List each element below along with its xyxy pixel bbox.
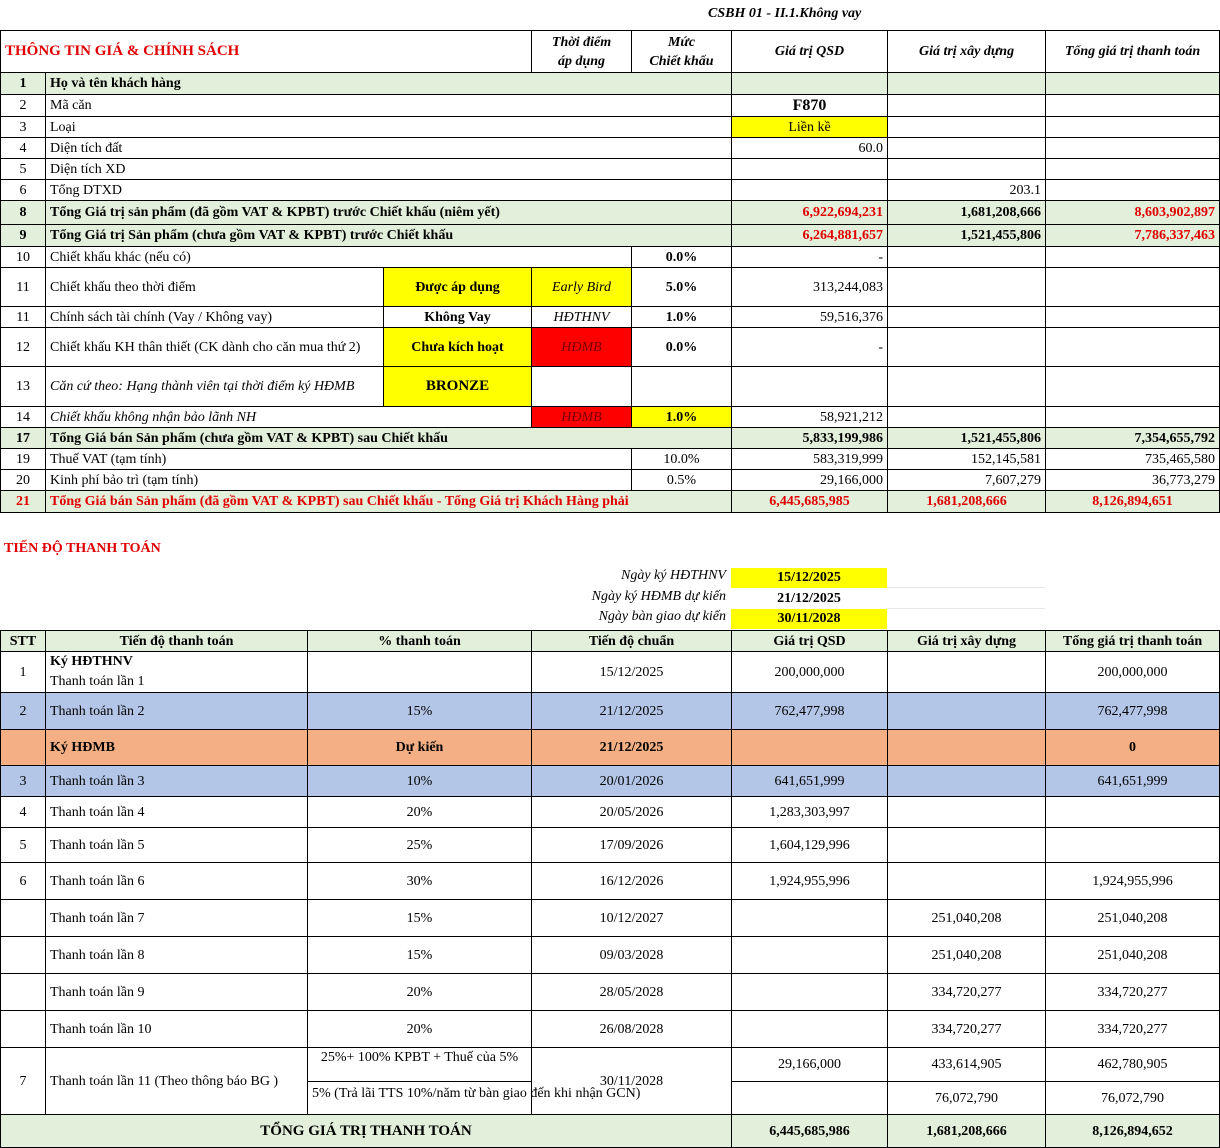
policy-row: 2 Mã căn F870 [1, 95, 1220, 117]
header-xd: Giá trị xây dựng [888, 31, 1046, 73]
table-row: Thanh toán lần 8 15% 09/03/2028 251,040,208 251,040,208 [1, 937, 1220, 974]
table-row: 7 Thanh toán lần 11 (Theo thông báo BG ) 25%+ 100% KPBT + Thuế của 5% 30/11/2028 29,166,000 433,614,905 462,780,905 [1, 1048, 1220, 1082]
header-qsd: Giá trị QSD [732, 31, 888, 73]
grid-line [887, 608, 1045, 609]
policy-table [0, 30, 1220, 513]
status-badge: Chưa kích hoạt [384, 328, 532, 367]
sheet-caption: CSBH 01 - II.1.Không vay [708, 6, 862, 21]
policy-row: 6 Tổng DTXD 203.1 [1, 180, 1220, 201]
policy-row: 11 Chiết khấu theo thời điểm Được áp dụng Early Bird 5.0% 313,244,083 [1, 268, 1220, 307]
policy-row: 21 Tổng Giá bán Sản phẩm (đã gồm VAT & KPBT) sau Chiết khấu - Tổng Giá trị Khách Hàng phải 6,445,685,985 1,681,208,666 8,126,894,651 [1, 491, 1220, 513]
policy-row: 8 Tổng Giá trị sản phẩm (đã gồm VAT & KPBT) trước Chiết khấu (niêm yết) 6,922,694,231 1,681,208,666 8,603,902,897 [1, 201, 1220, 225]
date-label: Ngày bàn giao dự kiến [598, 609, 726, 624]
policy-row: 12 Chiết khấu KH thân thiết (CK dành cho căn mua thứ 2) Chưa kích hoạt HĐMB 0.0% - [1, 328, 1220, 367]
policy-row: 9 Tổng Giá trị Sản phẩm (chưa gồm VAT & KPBT) trước Chiết khấu 6,264,881,657 1,521,455,806 7,786,337,463 [1, 225, 1220, 247]
table-row: 5% (Trả lãi TTS 10%/năm từ bàn giao đến khi nhận GCN) 76,072,790 76,072,790 [1, 1082, 1220, 1115]
date-value: 15/12/2025 [731, 568, 887, 588]
policy-row: 19 Thuế VAT (tạm tính) 10.0% 583,319,999 152,145,581 735,465,580 [1, 449, 1220, 470]
policy-row: 17 Tổng Giá bán Sản phẩm (chưa gồm VAT & KPBT) sau Chiết khấu 5,833,199,986 1,521,455,806 7,354,655,792 [1, 428, 1220, 449]
table-row: 2 Thanh toán lần 2 15% 21/12/2025 762,477,998 762,477,998 [1, 693, 1220, 730]
table-row: Ký HĐMB Dự kiến 21/12/2025 0 [1, 730, 1220, 766]
date-value: 30/11/2028 [731, 609, 887, 629]
status-badge: Được áp dụng [384, 268, 532, 307]
schedule-header-row: STT Tiến độ thanh toán % thanh toán Tiến độ chuẩn Giá trị QSD Giá trị xây dựng Tổng giá trị thanh toán [1, 631, 1220, 652]
table-row: 4 Thanh toán lần 4 20% 20/05/2026 1,283,303,997 [1, 797, 1220, 828]
unit-type: Liền kề [732, 117, 888, 138]
date-value: 21/12/2025 [777, 591, 841, 606]
policy-title: THÔNG TIN GIÁ & CHÍNH SÁCH [1, 31, 532, 73]
policy-row: 20 Kinh phí bảo trì (tạm tính) 0.5% 29,166,000 7,607,279 36,773,279 [1, 470, 1220, 491]
header-time: Thời điểm áp dụng [532, 31, 632, 73]
table-row: 5 Thanh toán lần 5 25% 17/09/2026 1,604,129,996 [1, 828, 1220, 863]
date-label: Ngày ký HĐTHNV [621, 568, 726, 583]
policy-row: 4 Diện tích đất 60.0 [1, 138, 1220, 159]
policy-row: 1 Họ và tên khách hàng [1, 73, 1220, 95]
unit-code: F870 [732, 95, 888, 117]
grand-total-row: TỔNG GIÁ TRỊ THANH TOÁN 6,445,685,986 1,681,208,666 8,126,894,652 [1, 1115, 1220, 1148]
schedule-table [0, 630, 1220, 1148]
table-row: Thanh toán lần 9 20% 28/05/2028 334,720,277 334,720,277 [1, 974, 1220, 1011]
policy-row: 11 Chính sách tài chính (Vay / Không vay) Không Vay HĐTHNV 1.0% 59,516,376 [1, 307, 1220, 328]
policy-header-row [1, 31, 1220, 73]
grid-line [887, 587, 1045, 588]
policy-row: 10 Chiết khấu khác (nếu có) 0.0% - [1, 247, 1220, 268]
table-row: 1 Ký HĐTHNV Thanh toán lần 1 15/12/2025 200,000,000 200,000,000 [1, 652, 1220, 693]
policy-row: 5 Diện tích XD [1, 159, 1220, 180]
table-row: Thanh toán lần 10 20% 26/08/2028 334,720,277 334,720,277 [1, 1011, 1220, 1048]
header-total: Tổng giá trị thanh toán [1046, 31, 1220, 73]
policy-row: 14 Chiết khấu không nhận bảo lãnh NH HĐMB 1.0% 58,921,212 [1, 407, 1220, 428]
header-rate: Mức Chiết khấu [632, 31, 732, 73]
membership-tier: BRONZE [384, 367, 532, 407]
policy-row: 3 Loại Liền kề [1, 117, 1220, 138]
policy-row: 13 Căn cứ theo: Hạng thành viên tại thời điểm ký HĐMB BRONZE [1, 367, 1220, 407]
table-row: Thanh toán lần 7 15% 10/12/2027 251,040,208 251,040,208 [1, 900, 1220, 937]
date-label: Ngày ký HĐMB dự kiến [591, 589, 726, 604]
table-row: 6 Thanh toán lần 6 30% 16/12/2026 1,924,955,996 1,924,955,996 [1, 863, 1220, 900]
table-row: 3 Thanh toán lần 3 10% 20/01/2026 641,651,999 641,651,999 [1, 766, 1220, 797]
schedule-title: TIẾN ĐỘ THANH TOÁN [4, 541, 161, 556]
